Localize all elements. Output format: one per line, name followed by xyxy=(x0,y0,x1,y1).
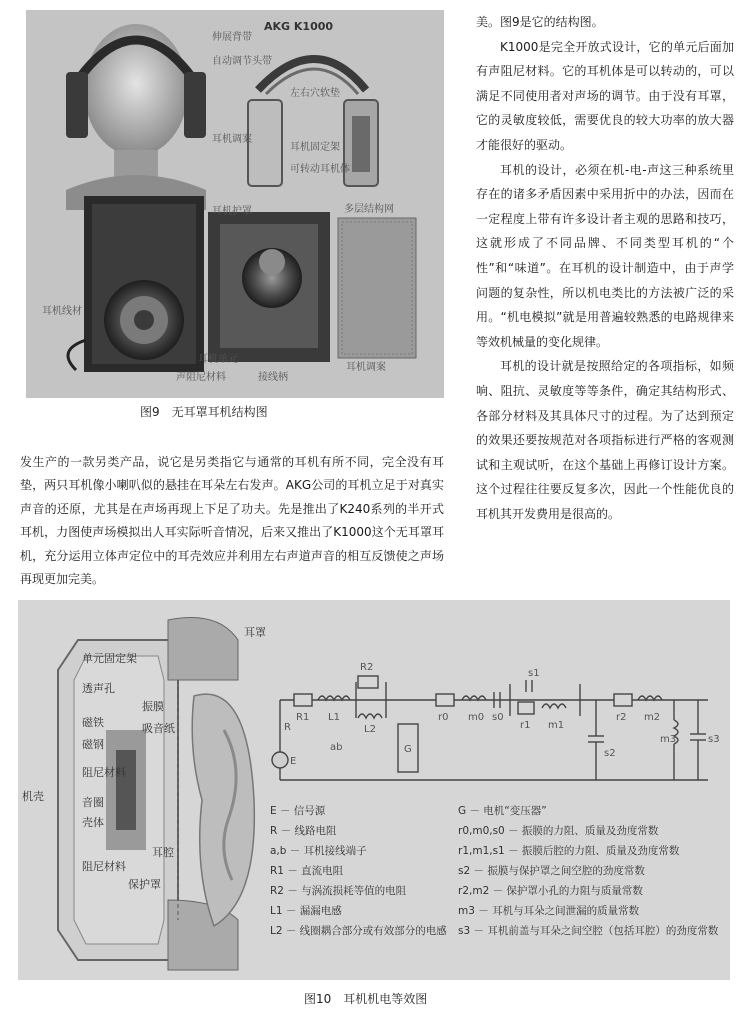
photo-label-5: 耳机调案 xyxy=(212,134,252,145)
circuit-label: s3 xyxy=(708,734,720,745)
photo-label-9: 耳机线材 xyxy=(42,306,82,317)
legend-item: r2,m2 － 保护罩小孔的力阻与质量常数 xyxy=(458,885,643,897)
legend-item: R － 线路电阻 xyxy=(270,825,337,837)
circuit-label: R2 xyxy=(360,662,374,673)
legend-item: L2 － 线圈耦合部分或有效部分的电感 xyxy=(270,925,447,937)
legend-item: r1,m1,s1 － 振膜后腔的力阻、质量及劲度常数 xyxy=(458,845,680,857)
brand-label: AKG K1000 xyxy=(264,20,334,33)
circuit-label: r0 xyxy=(438,712,449,723)
photo-label-11: 声阻尼材料 xyxy=(176,372,226,383)
circuit-label: R xyxy=(284,722,291,733)
circuit-label: m3 xyxy=(660,734,677,745)
photo-label-1: 伸展背带 xyxy=(212,32,252,43)
photo-label-13: 耳机调案 xyxy=(346,362,386,373)
legend-item: s3 － 耳机前盖与耳朵之间空腔（包括耳腔）的劲度常数 xyxy=(458,925,719,937)
photo-label-10: 耳机单元 xyxy=(198,354,238,365)
circuit-label: R1 xyxy=(296,712,310,723)
figure-10-diagram xyxy=(18,600,730,980)
diagram-label: 振膜 xyxy=(142,700,164,713)
legend-item: G － 电机“变压器” xyxy=(458,805,547,817)
paragraph: K1000是完全开放式设计，它的单元后面加有声阻尼材料。它的耳机体是可以转动的，可以满足不同使用者对声场的调节。由于没有耳罩，它的灵敏度较低，需要优良的较大功率的放大器才能很好的驱动。 xyxy=(476,39,734,152)
photo-label-6: 可转动耳机体 xyxy=(290,164,350,175)
figure-10-caption: 图10 耳机机电等效图 xyxy=(304,992,428,1006)
diagram-label: 磁铁 xyxy=(82,716,104,729)
diagram-label: 耳腔 xyxy=(152,846,174,859)
earphone-cross-section xyxy=(58,618,254,971)
legend-item: L1 － 漏漏电感 xyxy=(270,905,342,917)
diagram-label: 阻尼材料 xyxy=(82,766,126,779)
legend-item: R1 － 直流电阻 xyxy=(270,865,344,877)
circuit-label: E xyxy=(290,756,297,767)
circuit-label: r1 xyxy=(520,720,531,731)
photo-label-3: 左右穴软垫 xyxy=(290,88,340,99)
diagram-label: 透声孔 xyxy=(82,682,115,695)
left-column-text xyxy=(20,451,444,591)
photo-label-4: 耳机固定架 xyxy=(290,142,340,153)
diagram-label: 阻尼材料 xyxy=(82,860,126,873)
photo-label-8: 多层结构网 xyxy=(344,204,394,215)
driver-open-image xyxy=(208,212,416,362)
circuit-label: G xyxy=(404,744,412,755)
diagram-label: 磁钢 xyxy=(82,738,104,751)
right-column-text xyxy=(476,10,734,526)
figure-9-caption: 图9 无耳罩耳机结构图 xyxy=(140,405,268,419)
paragraph: 美。图9是它的结构图。 xyxy=(476,15,604,29)
diagram-label: 保护罩 xyxy=(128,878,161,891)
paragraph: 耳机的设计就是按照给定的各项指标，如频响、阻抗、灵敏度等等条件，确定其结构形式、各部分材料及其具体尺寸的过程。为了达到预定的效果还要按规范对各项指标进行严格的客观测试和主观试听，在这个基础上再修订设计方案。这个过程往往要反复多次，因此一个性能优良的耳机其开发费用是很高的。 xyxy=(476,359,734,521)
diagram-label: 壳体 xyxy=(82,816,104,829)
circuit-label: r2 xyxy=(616,712,627,723)
paragraph: 发生产的一款另类产品，说它是另类指它与通常的耳机有所不同，完全没有耳垫，两只耳机像小喇叭似的悬挂在耳朵左右发声。AKG公司的耳机立足于对真实声音的还原，尤其是在声场再现上下足了功夫。先是推出了K240系列的半开式耳机，力图使声场模拟出人耳实际听音情况，后来又推出了K1000这个无耳罩耳机，充分运用立体声定位中的耳壳效应并利用左右声道声音的相互反馈使之声场再现更加完美。 xyxy=(20,455,444,587)
circuit-label: L2 xyxy=(364,724,376,735)
circuit-label: s2 xyxy=(604,748,616,759)
circuit-label: m2 xyxy=(644,712,661,723)
legend-item: r0,m0,s0 － 振膜的力阻、质量及劲度常数 xyxy=(458,825,659,837)
figure-9-photo xyxy=(26,10,444,398)
legend-item: R2 － 与涡流损耗等值的电阻 xyxy=(270,885,407,897)
driver-closeup-image xyxy=(68,196,204,372)
diagram-label: 吸音纸 xyxy=(142,722,175,735)
circuit-label: s1 xyxy=(528,668,540,679)
circuit-label: m0 xyxy=(468,712,485,723)
circuit-label: ab xyxy=(330,742,343,753)
diagram-label: 机壳 xyxy=(22,790,44,803)
circuit-label: s0 xyxy=(492,712,504,723)
diagram-label: 音圈 xyxy=(82,796,104,809)
diagram-label: 单元固定架 xyxy=(82,652,137,665)
photo-label-2: 自动调节头带 xyxy=(212,56,272,67)
photo-label-12: 接线柄 xyxy=(258,372,288,383)
circuit-label: L1 xyxy=(328,712,340,723)
legend-item: m3 － 耳机与耳朵之间泄漏的质量常数 xyxy=(458,905,640,917)
legend-item: s2 － 振膜与保护罩之间空腔的劲度常数 xyxy=(458,865,645,877)
paragraph: 耳机的设计，必须在机-电-声这三种系统里存在的诸多矛盾因素中采用折中的办法，因而在一定程度上带有许多设计者主观的思路和技巧，这就形成了不同品牌、不同类型耳机的“个性”和“味道”。在耳机的设计制造中，由于声学问题的复杂性，所以机电类比的方法被广泛的采用。“机电模拟”就是用普遍较熟悉的电路规律来等效机械量的变化规律。 xyxy=(476,162,734,349)
legend-item: E － 信号源 xyxy=(270,805,326,817)
photo-label-7: 耳机护罩 xyxy=(212,206,252,217)
circuit-label: m1 xyxy=(548,720,565,731)
legend-item: a,b － 耳机接线端子 xyxy=(270,845,367,857)
diagram-label: 耳罩 xyxy=(244,626,266,639)
